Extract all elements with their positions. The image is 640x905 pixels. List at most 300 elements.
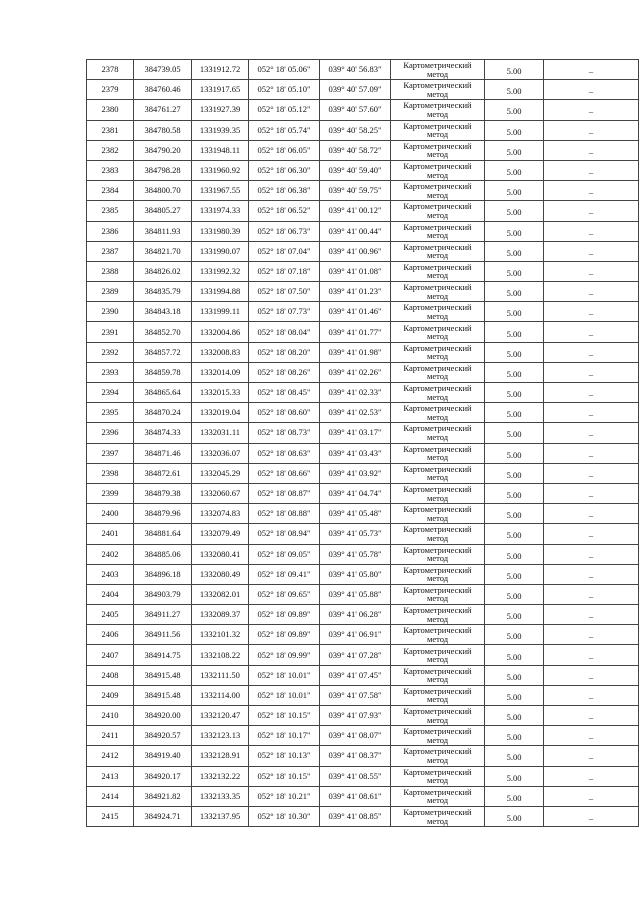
accuracy-cell-text: 5.00 (506, 712, 522, 723)
method-cell (391, 261, 485, 281)
method-line-2: метод (426, 88, 449, 99)
note-cell (544, 483, 639, 503)
note-cell-text: – (588, 691, 594, 702)
accuracy-cell-text: 5.00 (506, 368, 522, 379)
table-row (87, 423, 639, 443)
y-coordinate-cell: 1331967.55 (192, 181, 249, 201)
note-cell-text: – (588, 651, 594, 662)
longitude-cell: 039° 41' 08.85" (320, 806, 391, 826)
table-row (87, 120, 639, 140)
longitude-cell: 039° 41' 05.88" (320, 584, 391, 604)
latitude-cell: 052° 18' 05.74" (249, 120, 320, 140)
note-cell (544, 605, 639, 625)
method-cell (391, 282, 485, 302)
method-line-1: Картометрический (403, 605, 472, 616)
accuracy-cell (485, 282, 544, 302)
x-coordinate-cell: 384911.27 (134, 605, 192, 625)
x-coordinate-cell: 384790.20 (134, 140, 192, 160)
accuracy-cell-text: 5.00 (506, 106, 522, 117)
longitude-cell: 039° 41' 08.07" (320, 726, 391, 746)
method-line-1: Картометрический (403, 766, 472, 777)
accuracy-cell-text: 5.00 (506, 86, 522, 97)
point-number-cell: 2402 (87, 544, 134, 564)
note-cell (544, 423, 639, 443)
note-cell-text: – (588, 348, 594, 359)
table-row (87, 221, 639, 241)
table-row (87, 322, 639, 342)
point-number-cell: 2413 (87, 766, 134, 786)
note-cell-text: – (588, 187, 594, 198)
accuracy-cell (485, 322, 544, 342)
y-coordinate-cell: 1332060.67 (192, 483, 249, 503)
latitude-cell: 052° 18' 06.52" (249, 201, 320, 221)
method-line-2: метод (426, 492, 449, 503)
method-cell (391, 120, 485, 140)
x-coordinate-cell: 384885.06 (134, 544, 192, 564)
method-cell (391, 322, 485, 342)
method-line-2: метод (426, 411, 449, 422)
x-coordinate-cell: 384879.96 (134, 504, 192, 524)
latitude-cell: 052° 18' 05.12" (249, 100, 320, 120)
longitude-cell: 039° 40' 57.60" (320, 100, 391, 120)
point-number-cell: 2401 (87, 524, 134, 544)
table-row (87, 806, 639, 826)
note-cell-text: – (588, 126, 594, 137)
point-number-cell: 2383 (87, 160, 134, 180)
point-number-cell: 2391 (87, 322, 134, 342)
method-cell (391, 584, 485, 604)
note-cell (544, 241, 639, 261)
method-line-1: Картометрический (403, 423, 472, 434)
method-line-2: метод (426, 734, 449, 745)
y-coordinate-cell: 1331980.39 (192, 221, 249, 241)
method-cell (391, 342, 485, 362)
method-line-2: метод (426, 654, 449, 665)
method-cell (391, 403, 485, 423)
accuracy-cell-text: 5.00 (506, 813, 522, 824)
method-line-1: Картометрический (403, 807, 472, 818)
accuracy-cell-text: 5.00 (506, 288, 522, 299)
method-line-2: метод (426, 714, 449, 725)
latitude-cell: 052° 18' 06.30" (249, 160, 320, 180)
method-line-2: метод (426, 472, 449, 483)
y-coordinate-cell: 1331974.33 (192, 201, 249, 221)
method-line-1: Картометрический (403, 645, 472, 656)
point-number-cell: 2392 (87, 342, 134, 362)
latitude-cell: 052° 18' 05.06" (249, 60, 320, 80)
longitude-cell: 039° 40' 57.09" (320, 80, 391, 100)
note-cell (544, 584, 639, 604)
table-row (87, 383, 639, 403)
method-cell (391, 463, 485, 483)
accuracy-cell-text: 5.00 (506, 146, 522, 157)
latitude-cell: 052° 18' 08.60" (249, 403, 320, 423)
y-coordinate-cell: 1332101.32 (192, 625, 249, 645)
x-coordinate-cell: 384920.17 (134, 766, 192, 786)
accuracy-cell (485, 685, 544, 705)
table-row (87, 443, 639, 463)
x-coordinate-cell: 384915.48 (134, 685, 192, 705)
method-line-1: Картометрический (403, 60, 472, 71)
latitude-cell: 052° 18' 05.10" (249, 80, 320, 100)
accuracy-cell-text: 5.00 (506, 752, 522, 763)
accuracy-cell (485, 463, 544, 483)
method-line-1: Картометрический (403, 463, 472, 474)
note-cell-text: – (588, 813, 594, 824)
method-cell (391, 685, 485, 705)
accuracy-cell (485, 544, 544, 564)
note-cell-text: – (588, 490, 594, 501)
y-coordinate-cell: 1331990.07 (192, 241, 249, 261)
table-row (87, 746, 639, 766)
note-cell (544, 160, 639, 180)
latitude-cell: 052° 18' 08.26" (249, 362, 320, 382)
x-coordinate-cell: 384920.57 (134, 726, 192, 746)
method-cell (391, 80, 485, 100)
accuracy-cell-text: 5.00 (506, 570, 522, 581)
accuracy-cell-text: 5.00 (506, 510, 522, 521)
x-coordinate-cell: 384879.38 (134, 483, 192, 503)
x-coordinate-cell: 384870.24 (134, 403, 192, 423)
x-coordinate-cell: 384881.64 (134, 524, 192, 544)
accuracy-cell-text: 5.00 (506, 126, 522, 137)
accuracy-cell-text: 5.00 (506, 732, 522, 743)
latitude-cell: 052° 18' 09.89" (249, 625, 320, 645)
x-coordinate-cell: 384921.82 (134, 786, 192, 806)
point-number-cell: 2412 (87, 746, 134, 766)
longitude-cell: 039° 41' 04.74" (320, 483, 391, 503)
point-number-cell: 2388 (87, 261, 134, 281)
longitude-cell: 039° 41' 07.93" (320, 706, 391, 726)
method-cell (391, 483, 485, 503)
note-cell-text: – (588, 86, 594, 97)
method-line-1: Картометрический (403, 100, 472, 111)
method-line-2: метод (426, 68, 449, 79)
table-row (87, 645, 639, 665)
note-cell (544, 504, 639, 524)
accuracy-cell-text: 5.00 (506, 631, 522, 642)
method-line-2: метод (426, 431, 449, 442)
x-coordinate-cell: 384915.48 (134, 665, 192, 685)
y-coordinate-cell: 1331999.11 (192, 302, 249, 322)
x-coordinate-cell: 384835.79 (134, 282, 192, 302)
note-cell-text: – (588, 328, 594, 339)
note-cell-text: – (588, 429, 594, 440)
longitude-cell: 039° 40' 59.40" (320, 160, 391, 180)
table-row (87, 584, 639, 604)
table-row (87, 685, 639, 705)
method-cell (391, 241, 485, 261)
accuracy-cell (485, 342, 544, 362)
point-number-cell: 2403 (87, 564, 134, 584)
latitude-cell: 052° 18' 08.45" (249, 383, 320, 403)
method-line-2: метод (426, 129, 449, 140)
method-line-1: Картометрический (403, 140, 472, 151)
x-coordinate-cell: 384761.27 (134, 100, 192, 120)
note-cell (544, 120, 639, 140)
y-coordinate-cell: 1332008.83 (192, 342, 249, 362)
accuracy-cell (485, 181, 544, 201)
method-cell (391, 766, 485, 786)
accuracy-cell (485, 60, 544, 80)
note-cell (544, 524, 639, 544)
method-line-1: Картометрический (403, 201, 472, 212)
method-line-1: Картометрический (403, 584, 472, 595)
method-line-2: метод (426, 371, 449, 382)
longitude-cell: 039° 41' 05.80" (320, 564, 391, 584)
accuracy-cell-text: 5.00 (506, 389, 522, 400)
note-cell-text: – (588, 167, 594, 178)
note-cell-text: – (588, 530, 594, 541)
point-number-cell: 2398 (87, 463, 134, 483)
accuracy-cell (485, 423, 544, 443)
coordinates-table (86, 59, 639, 827)
method-cell (391, 362, 485, 382)
note-cell (544, 322, 639, 342)
y-coordinate-cell: 1332120.47 (192, 706, 249, 726)
point-number-cell: 2400 (87, 504, 134, 524)
accuracy-cell-text: 5.00 (506, 207, 522, 218)
latitude-cell: 052° 18' 06.73" (249, 221, 320, 241)
y-coordinate-cell: 1331927.39 (192, 100, 249, 120)
longitude-cell: 039° 40' 59.75" (320, 181, 391, 201)
longitude-cell: 039° 41' 07.28" (320, 645, 391, 665)
latitude-cell: 052° 18' 10.15" (249, 766, 320, 786)
y-coordinate-cell: 1332123.13 (192, 726, 249, 746)
table-row (87, 241, 639, 261)
accuracy-cell (485, 706, 544, 726)
latitude-cell: 052° 18' 08.63" (249, 443, 320, 463)
accuracy-cell-text: 5.00 (506, 267, 522, 278)
longitude-cell: 039° 41' 02.53" (320, 403, 391, 423)
method-cell (391, 564, 485, 584)
method-line-2: метод (426, 532, 449, 543)
table-row (87, 463, 639, 483)
y-coordinate-cell: 1332036.07 (192, 443, 249, 463)
note-cell (544, 181, 639, 201)
note-cell (544, 140, 639, 160)
point-number-cell: 2409 (87, 685, 134, 705)
accuracy-cell (485, 786, 544, 806)
method-line-1: Картометрический (403, 383, 472, 394)
accuracy-cell (485, 806, 544, 826)
accuracy-cell (485, 241, 544, 261)
method-line-1: Картометрический (403, 261, 472, 272)
point-number-cell: 2384 (87, 181, 134, 201)
accuracy-cell-text: 5.00 (506, 348, 522, 359)
accuracy-cell (485, 201, 544, 221)
accuracy-cell (485, 584, 544, 604)
longitude-cell: 039° 41' 02.26" (320, 362, 391, 382)
table-row (87, 786, 639, 806)
note-cell (544, 665, 639, 685)
accuracy-cell-text: 5.00 (506, 651, 522, 662)
longitude-cell: 039° 41' 03.92" (320, 463, 391, 483)
x-coordinate-cell: 384871.46 (134, 443, 192, 463)
note-cell (544, 383, 639, 403)
point-number-cell: 2379 (87, 80, 134, 100)
method-cell (391, 383, 485, 403)
note-cell-text: – (588, 146, 594, 157)
note-cell (544, 786, 639, 806)
latitude-cell: 052° 18' 08.20" (249, 342, 320, 362)
method-line-2: метод (426, 149, 449, 160)
accuracy-cell-text: 5.00 (506, 66, 522, 77)
method-line-1: Картометрический (403, 120, 472, 131)
y-coordinate-cell: 1332079.49 (192, 524, 249, 544)
latitude-cell: 052° 18' 08.94" (249, 524, 320, 544)
longitude-cell: 039° 41' 08.61" (320, 786, 391, 806)
note-cell (544, 443, 639, 463)
method-line-2: метод (426, 775, 449, 786)
note-cell-text: – (588, 308, 594, 319)
note-cell-text: – (588, 671, 594, 682)
point-number-cell: 2406 (87, 625, 134, 645)
x-coordinate-cell: 384821.70 (134, 241, 192, 261)
method-cell (391, 625, 485, 645)
x-coordinate-cell: 384780.58 (134, 120, 192, 140)
longitude-cell: 039° 41' 03.43" (320, 443, 391, 463)
longitude-cell: 039° 41' 01.46" (320, 302, 391, 322)
x-coordinate-cell: 384911.56 (134, 625, 192, 645)
point-number-cell: 2414 (87, 786, 134, 806)
x-coordinate-cell: 384874.33 (134, 423, 192, 443)
point-number-cell: 2408 (87, 665, 134, 685)
method-line-1: Картометрический (403, 241, 472, 252)
accuracy-cell-text: 5.00 (506, 671, 522, 682)
note-cell-text: – (588, 389, 594, 400)
accuracy-cell (485, 645, 544, 665)
accuracy-cell-text: 5.00 (506, 409, 522, 420)
latitude-cell: 052° 18' 07.50" (249, 282, 320, 302)
latitude-cell: 052° 18' 08.87" (249, 483, 320, 503)
accuracy-cell (485, 302, 544, 322)
note-cell-text: – (588, 550, 594, 561)
note-cell-text: – (588, 712, 594, 723)
point-number-cell: 2411 (87, 726, 134, 746)
point-number-cell: 2393 (87, 362, 134, 382)
note-cell (544, 80, 639, 100)
table-row (87, 80, 639, 100)
y-coordinate-cell: 1332089.37 (192, 605, 249, 625)
method-cell (391, 806, 485, 826)
method-cell (391, 786, 485, 806)
latitude-cell: 052° 18' 07.73" (249, 302, 320, 322)
longitude-cell: 039° 40' 58.25" (320, 120, 391, 140)
point-number-cell: 2397 (87, 443, 134, 463)
accuracy-cell (485, 120, 544, 140)
accuracy-cell-text: 5.00 (506, 328, 522, 339)
table-row (87, 403, 639, 423)
longitude-cell: 039° 40' 56.83" (320, 60, 391, 80)
method-cell (391, 706, 485, 726)
latitude-cell: 052° 18' 10.17" (249, 726, 320, 746)
latitude-cell: 052° 18' 07.04" (249, 241, 320, 261)
note-cell (544, 766, 639, 786)
note-cell (544, 645, 639, 665)
note-cell-text: – (588, 409, 594, 420)
latitude-cell: 052° 18' 08.04" (249, 322, 320, 342)
method-line-1: Картометрический (403, 443, 472, 454)
note-cell-text: – (588, 570, 594, 581)
method-cell (391, 221, 485, 241)
accuracy-cell-text: 5.00 (506, 590, 522, 601)
accuracy-cell-text: 5.00 (506, 227, 522, 238)
note-cell-text: – (588, 368, 594, 379)
table-row (87, 544, 639, 564)
table-row (87, 160, 639, 180)
note-cell-text: – (588, 590, 594, 601)
latitude-cell: 052° 18' 06.38" (249, 181, 320, 201)
x-coordinate-cell: 384919.40 (134, 746, 192, 766)
note-cell (544, 282, 639, 302)
method-line-1: Картометрический (403, 726, 472, 737)
y-coordinate-cell: 1332031.11 (192, 423, 249, 443)
point-number-cell: 2385 (87, 201, 134, 221)
longitude-cell: 039° 40' 58.72" (320, 140, 391, 160)
note-cell (544, 100, 639, 120)
method-line-2: метод (426, 553, 449, 564)
method-line-1: Картометрический (403, 161, 472, 172)
table-row (87, 766, 639, 786)
table-row (87, 261, 639, 281)
method-cell (391, 544, 485, 564)
method-cell (391, 160, 485, 180)
note-cell (544, 625, 639, 645)
table-row (87, 100, 639, 120)
point-number-cell: 2399 (87, 483, 134, 503)
accuracy-cell (485, 665, 544, 685)
point-number-cell: 2395 (87, 403, 134, 423)
method-line-2: метод (426, 674, 449, 685)
method-line-2: метод (426, 169, 449, 180)
method-cell (391, 100, 485, 120)
longitude-cell: 039° 41' 01.23" (320, 282, 391, 302)
note-cell (544, 746, 639, 766)
latitude-cell: 052° 18' 08.88" (249, 504, 320, 524)
latitude-cell: 052° 18' 10.01" (249, 665, 320, 685)
x-coordinate-cell: 384896.18 (134, 564, 192, 584)
note-cell (544, 726, 639, 746)
x-coordinate-cell: 384903.79 (134, 584, 192, 604)
y-coordinate-cell: 1332074.83 (192, 504, 249, 524)
latitude-cell: 052° 18' 10.01" (249, 685, 320, 705)
accuracy-cell-text: 5.00 (506, 772, 522, 783)
method-line-2: метод (426, 795, 449, 806)
method-line-2: метод (426, 351, 449, 362)
method-line-1: Картометрический (403, 484, 472, 495)
y-coordinate-cell: 1331939.35 (192, 120, 249, 140)
point-number-cell: 2415 (87, 806, 134, 826)
note-cell-text: – (588, 207, 594, 218)
method-line-2: метод (426, 815, 449, 826)
x-coordinate-cell: 384872.61 (134, 463, 192, 483)
method-line-1: Картометрический (403, 221, 472, 232)
x-coordinate-cell: 384798.28 (134, 160, 192, 180)
accuracy-cell (485, 766, 544, 786)
point-number-cell: 2386 (87, 221, 134, 241)
method-cell (391, 140, 485, 160)
latitude-cell: 052° 18' 10.13" (249, 746, 320, 766)
latitude-cell: 052° 18' 07.18" (249, 261, 320, 281)
method-cell (391, 181, 485, 201)
table-row (87, 201, 639, 221)
accuracy-cell (485, 443, 544, 463)
accuracy-cell-text: 5.00 (506, 449, 522, 460)
table-row (87, 60, 639, 80)
accuracy-cell-text: 5.00 (506, 308, 522, 319)
latitude-cell: 052° 18' 09.99" (249, 645, 320, 665)
